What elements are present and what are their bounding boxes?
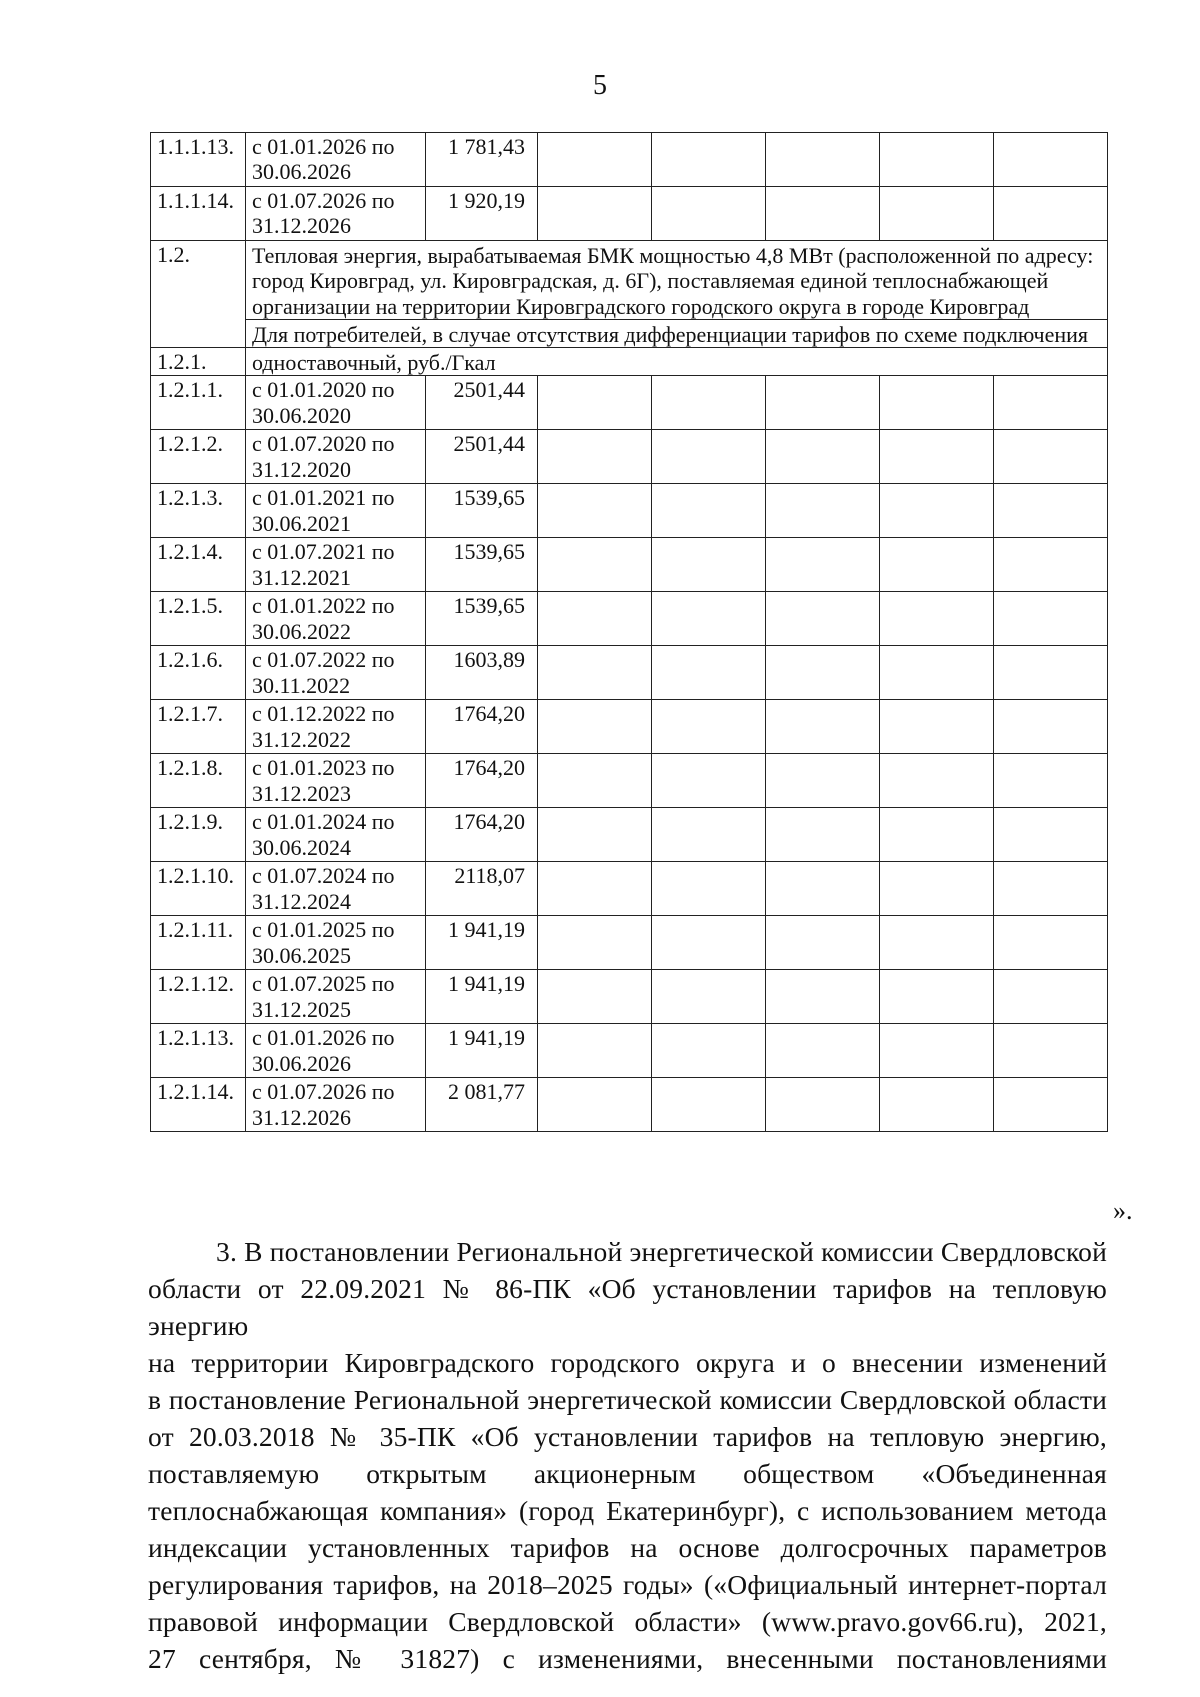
row-period: с 01.07.2024 по 31.12.2024 bbox=[246, 862, 426, 916]
table-body-top bbox=[151, 133, 1108, 241]
table-row bbox=[151, 808, 1108, 862]
row-period: с 01.07.2021 по 31.12.2021 bbox=[246, 538, 426, 592]
empty-cell bbox=[880, 484, 994, 538]
row-number: 1.2.1.5. bbox=[151, 592, 246, 646]
empty-cell bbox=[994, 484, 1108, 538]
empty-cell bbox=[880, 700, 994, 754]
table-row bbox=[151, 484, 1108, 538]
empty-cell bbox=[538, 430, 652, 484]
row-period: с 01.01.2026 по 30.06.2026 bbox=[246, 133, 426, 187]
row-number: 1.2.1.7. bbox=[151, 700, 246, 754]
empty-cell bbox=[652, 187, 766, 241]
empty-cell bbox=[994, 970, 1108, 1024]
page-number: 5 bbox=[593, 70, 607, 101]
paragraph-line: правовой информации Свердловской области» (www.pravo.gov66.ru), 2021, bbox=[148, 1606, 1107, 1637]
empty-cell bbox=[652, 376, 766, 430]
empty-cell bbox=[766, 970, 880, 1024]
empty-cell bbox=[766, 916, 880, 970]
row-number: 1.2.1.3. bbox=[151, 484, 246, 538]
row-number: 1.1.1.14. bbox=[151, 187, 246, 241]
row-value: 2501,44 bbox=[426, 376, 538, 430]
row-value: 1764,20 bbox=[426, 808, 538, 862]
empty-cell bbox=[652, 592, 766, 646]
row-number: 1.2.1.12. bbox=[151, 970, 246, 1024]
empty-cell bbox=[880, 646, 994, 700]
empty-cell bbox=[652, 538, 766, 592]
empty-cell bbox=[538, 187, 652, 241]
empty-cell bbox=[994, 916, 1108, 970]
empty-cell bbox=[538, 754, 652, 808]
empty-cell bbox=[538, 1078, 652, 1132]
empty-cell bbox=[766, 430, 880, 484]
row-value: 1539,65 bbox=[426, 484, 538, 538]
row-value: 2118,07 bbox=[426, 862, 538, 916]
empty-cell bbox=[652, 700, 766, 754]
row-value: 1603,89 bbox=[426, 646, 538, 700]
empty-cell bbox=[652, 646, 766, 700]
row-period: с 01.01.2020 по 30.06.2020 bbox=[246, 376, 426, 430]
row-period: с 01.01.2024 по 30.06.2024 bbox=[246, 808, 426, 862]
row-period: с 01.07.2025 по 31.12.2025 bbox=[246, 970, 426, 1024]
empty-cell bbox=[766, 754, 880, 808]
row-period: с 01.07.2022 по 30.11.2022 bbox=[246, 646, 426, 700]
table-row bbox=[151, 754, 1108, 808]
paragraph-line: поставляемую открытым акционерным обществом «Объединенная bbox=[148, 1458, 1107, 1489]
row-value: 1 941,19 bbox=[426, 1024, 538, 1078]
empty-cell bbox=[652, 862, 766, 916]
row-value: 1 941,19 bbox=[426, 916, 538, 970]
row-number: 1.2.1.11. bbox=[151, 916, 246, 970]
row-value: 1 941,19 bbox=[426, 970, 538, 1024]
empty-cell bbox=[766, 808, 880, 862]
row-value: 1 781,43 bbox=[426, 133, 538, 187]
empty-cell bbox=[880, 916, 994, 970]
empty-cell bbox=[880, 970, 994, 1024]
empty-cell bbox=[766, 133, 880, 187]
paragraph-line: области от 22.09.2021 № 86-ПК «Об установлении тарифов на тепловую энергию bbox=[148, 1273, 1107, 1341]
row-number: 1.2.1.2. bbox=[151, 430, 246, 484]
empty-cell bbox=[538, 808, 652, 862]
empty-cell bbox=[652, 133, 766, 187]
table-row bbox=[151, 376, 1108, 430]
empty-cell bbox=[994, 754, 1108, 808]
row-number: 1.2.1.4. bbox=[151, 538, 246, 592]
row-number: 1.1.1.13. bbox=[151, 133, 246, 187]
subsection-label: одноставочный, руб./Гкал bbox=[246, 348, 1108, 376]
row-value: 1539,65 bbox=[426, 538, 538, 592]
row-value: 1539,65 bbox=[426, 592, 538, 646]
empty-cell bbox=[652, 430, 766, 484]
empty-cell bbox=[880, 1078, 994, 1132]
row-number: 1.2.1.6. bbox=[151, 646, 246, 700]
row-number: 1.2.1.1. bbox=[151, 376, 246, 430]
paragraph-line: в постановление Региональной энергетической комиссии Свердловской области bbox=[148, 1384, 1107, 1415]
row-period: с 01.01.2025 по 30.06.2025 bbox=[246, 916, 426, 970]
section-1-2 bbox=[151, 241, 1108, 376]
empty-cell bbox=[766, 1078, 880, 1132]
row-value: 2 081,77 bbox=[426, 1078, 538, 1132]
empty-cell bbox=[538, 484, 652, 538]
empty-cell bbox=[880, 754, 994, 808]
empty-cell bbox=[994, 1024, 1108, 1078]
empty-cell bbox=[880, 133, 994, 187]
empty-cell bbox=[994, 376, 1108, 430]
section-number: 1.2. bbox=[151, 241, 246, 348]
empty-cell bbox=[880, 862, 994, 916]
row-value: 1764,20 bbox=[426, 754, 538, 808]
empty-cell bbox=[880, 376, 994, 430]
row-number: 1.2.1.10. bbox=[151, 862, 246, 916]
empty-cell bbox=[766, 187, 880, 241]
empty-cell bbox=[880, 187, 994, 241]
empty-cell bbox=[766, 1024, 880, 1078]
section-description: Тепловая энергия, вырабатываемая БМК мощностью 4,8 МВт (расположенной по адресу: город Кировград, ул. Кировградская, д. 6Г), поставляемая единой теплоснабжающей организации на территории Кировградского городского округа в городе Кировград bbox=[246, 241, 1108, 320]
table-row bbox=[151, 187, 1108, 241]
empty-cell bbox=[994, 1078, 1108, 1132]
table-row bbox=[151, 970, 1108, 1024]
empty-cell bbox=[994, 133, 1108, 187]
empty-cell bbox=[766, 592, 880, 646]
empty-cell bbox=[538, 700, 652, 754]
row-period: с 01.01.2023 по 31.12.2023 bbox=[246, 754, 426, 808]
empty-cell bbox=[652, 754, 766, 808]
empty-cell bbox=[652, 1024, 766, 1078]
empty-cell bbox=[994, 430, 1108, 484]
row-period: с 01.12.2022 по 31.12.2022 bbox=[246, 700, 426, 754]
row-number: 1.2.1.8. bbox=[151, 754, 246, 808]
empty-cell bbox=[994, 700, 1108, 754]
empty-cell bbox=[880, 430, 994, 484]
empty-cell bbox=[538, 592, 652, 646]
empty-cell bbox=[538, 1024, 652, 1078]
table-row bbox=[151, 430, 1108, 484]
empty-cell bbox=[538, 970, 652, 1024]
paragraph-line: 27 сентября, № 31827) с изменениями, внесенными постановлениями bbox=[148, 1643, 1107, 1674]
table-row bbox=[151, 1024, 1108, 1078]
empty-cell bbox=[538, 862, 652, 916]
empty-cell bbox=[538, 538, 652, 592]
paragraph-line: регулирования тарифов, на 2018–2025 годы» («Официальный интернет-портал bbox=[148, 1569, 1107, 1600]
empty-cell bbox=[538, 916, 652, 970]
row-period: с 01.01.2022 по 30.06.2022 bbox=[246, 592, 426, 646]
empty-cell bbox=[766, 700, 880, 754]
empty-cell bbox=[994, 646, 1108, 700]
table-body-bottom bbox=[151, 376, 1108, 1132]
paragraph-3 bbox=[148, 1233, 1107, 1677]
paragraph-line: на территории Кировградского городского округа и о внесении изменений bbox=[148, 1347, 1107, 1378]
row-number: 1.2.1.14. bbox=[151, 1078, 246, 1132]
table-row bbox=[151, 538, 1108, 592]
row-period: с 01.07.2026 по 31.12.2026 bbox=[246, 1078, 426, 1132]
row-value: 1764,20 bbox=[426, 700, 538, 754]
subsection-number: 1.2.1. bbox=[151, 348, 246, 376]
empty-cell bbox=[766, 376, 880, 430]
tariff-table bbox=[150, 132, 1108, 1132]
row-period: с 01.01.2021 по 30.06.2021 bbox=[246, 484, 426, 538]
empty-cell bbox=[652, 808, 766, 862]
table-row bbox=[151, 700, 1108, 754]
empty-cell bbox=[880, 538, 994, 592]
table-row bbox=[151, 862, 1108, 916]
empty-cell bbox=[538, 376, 652, 430]
empty-cell bbox=[652, 484, 766, 538]
row-period: с 01.07.2026 по 31.12.2026 bbox=[246, 187, 426, 241]
row-value: 1 920,19 bbox=[426, 187, 538, 241]
empty-cell bbox=[538, 133, 652, 187]
empty-cell bbox=[994, 862, 1108, 916]
paragraph-line: индексации установленных тарифов на основе долгосрочных параметров bbox=[148, 1532, 1107, 1563]
empty-cell bbox=[652, 916, 766, 970]
row-period: с 01.01.2026 по 30.06.2026 bbox=[246, 1024, 426, 1078]
row-number: 1.2.1.9. bbox=[151, 808, 246, 862]
empty-cell bbox=[994, 808, 1108, 862]
empty-cell bbox=[880, 592, 994, 646]
section-consumers: Для потребителей, в случае отсутствия дифференциации тарифов по схеме подключения bbox=[246, 319, 1108, 347]
empty-cell bbox=[994, 538, 1108, 592]
empty-cell bbox=[994, 187, 1108, 241]
empty-cell bbox=[652, 970, 766, 1024]
row-number: 1.2.1.13. bbox=[151, 1024, 246, 1078]
empty-cell bbox=[994, 592, 1108, 646]
empty-cell bbox=[766, 538, 880, 592]
empty-cell bbox=[766, 862, 880, 916]
row-period: с 01.07.2020 по 31.12.2020 bbox=[246, 430, 426, 484]
paragraph-line: от 20.03.2018 № 35-ПК «Об установлении тарифов на тепловую энергию, bbox=[148, 1421, 1107, 1452]
table-row bbox=[151, 592, 1108, 646]
table-row bbox=[151, 916, 1108, 970]
empty-cell bbox=[538, 646, 652, 700]
empty-cell bbox=[652, 1078, 766, 1132]
closing-quote: ». bbox=[1113, 1196, 1133, 1225]
table-row bbox=[151, 133, 1108, 187]
table-row bbox=[151, 1078, 1108, 1132]
empty-cell bbox=[766, 484, 880, 538]
paragraph-line: 3. В постановлении Региональной энергетической комиссии Свердловской bbox=[216, 1236, 1107, 1267]
empty-cell bbox=[880, 1024, 994, 1078]
paragraph-line: теплоснабжающая компания» (город Екатеринбург), с использованием метода bbox=[148, 1495, 1107, 1526]
empty-cell bbox=[880, 808, 994, 862]
row-value: 2501,44 bbox=[426, 430, 538, 484]
table-row bbox=[151, 646, 1108, 700]
empty-cell bbox=[766, 646, 880, 700]
